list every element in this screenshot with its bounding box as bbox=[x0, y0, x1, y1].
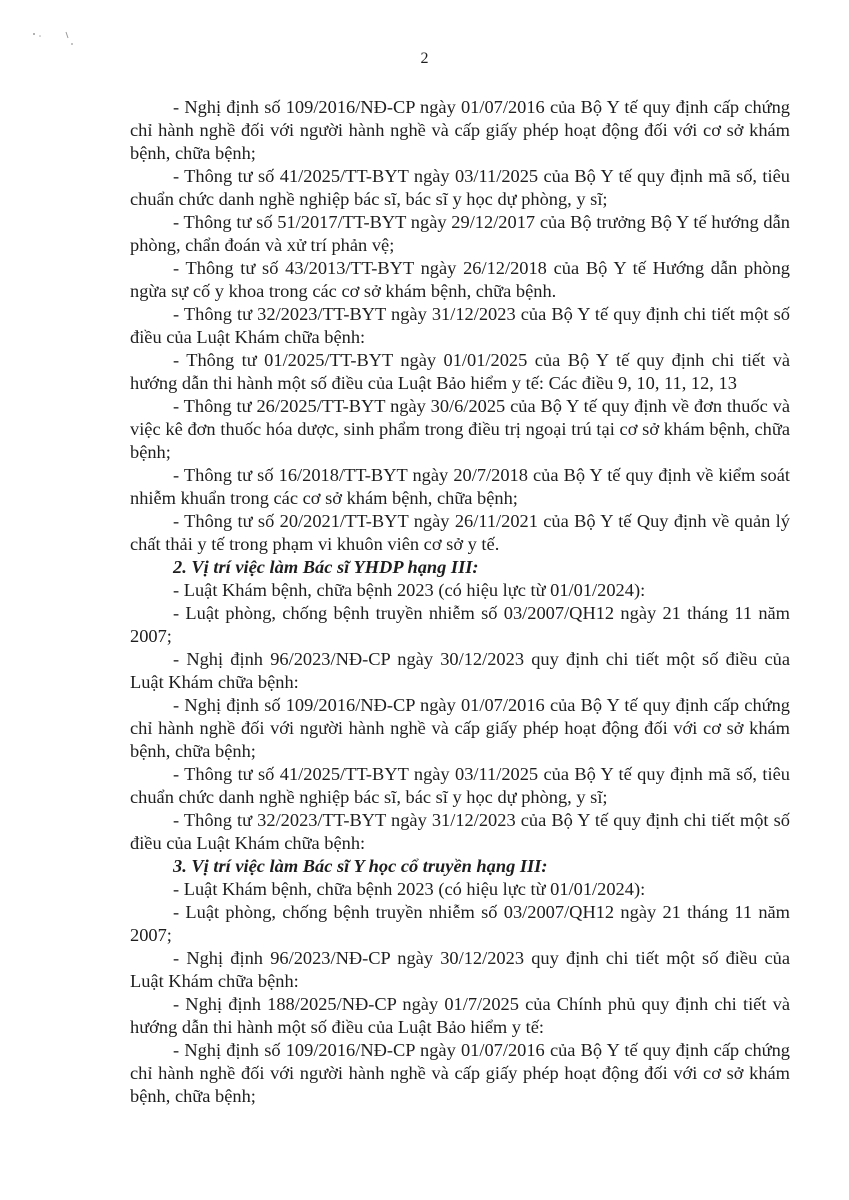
list-item: - Nghị định 96/2023/NĐ-CP ngày 30/12/2023 quy định chi tiết một số điều của Luật Khám chữa bệnh: bbox=[130, 649, 790, 692]
list-item: - Thông tư số 41/2025/TT-BYT ngày 03/11/2025 của Bộ Y tế quy định mã số, tiêu chuẩn chức danh nghề nghiệp bác sĩ, bác sĩ y học dự phòng, y sĩ; bbox=[130, 166, 790, 209]
list-item: - Nghị định 96/2023/NĐ-CP ngày 30/12/2023 quy định chi tiết một số điều của Luật Khám chữa bệnh: bbox=[130, 948, 790, 991]
list-item: - Thông tư số 51/2017/TT-BYT ngày 29/12/2017 của Bộ trưởng Bộ Y tế hướng dẫn phòng, chẩn đoán và xử trí phản vệ; bbox=[130, 212, 790, 255]
list-item: - Luật Khám bệnh, chữa bệnh 2023 (có hiệu lực từ 01/01/2024): bbox=[173, 580, 646, 600]
scan-speck-marks bbox=[30, 28, 80, 50]
list-item: - Nghị định số 109/2016/NĐ-CP ngày 01/07/2016 của Bộ Y tế quy định cấp chứng chỉ hành nghề đối với người hành nghề và cấp giấy phép hoạt động đối với cơ sở khám bệnh, chữa bệnh; bbox=[130, 1040, 790, 1106]
list-item: - Thông tư 32/2023/TT-BYT ngày 31/12/2023 của Bộ Y tế quy định chi tiết một số điều của Luật Khám chữa bệnh: bbox=[130, 304, 790, 347]
list-item: - Luật phòng, chống bệnh truyền nhiễm số 03/2007/QH12 ngày 21 tháng 11 năm 2007; bbox=[130, 902, 790, 945]
list-item: - Thông tư số 43/2013/TT-BYT ngày 26/12/2018 của Bộ Y tế Hướng dẫn phòng ngừa sự cố y khoa trong các cơ sở khám bệnh, chữa bệnh. bbox=[130, 258, 790, 301]
list-item: - Thông tư 01/2025/TT-BYT ngày 01/01/2025 của Bộ Y tế quy định chi tiết và hướng dẫn thi hành một số điều của Luật Bảo hiểm y tế: Các điều 9, 10, 11, 12, 13 bbox=[130, 350, 790, 393]
page-number: 2 bbox=[420, 50, 429, 67]
list-item: - Nghị định 188/2025/NĐ-CP ngày 01/7/2025 của Chính phủ quy định chi tiết và hướng dẫn thi hành một số điều của Luật Bảo hiểm y tế: bbox=[130, 994, 790, 1037]
list-item: - Nghị định số 109/2016/NĐ-CP ngày 01/07/2016 của Bộ Y tế quy định cấp chứng chỉ hành nghề đối với người hành nghề và cấp giấy phép hoạt động đối với cơ sở khám bệnh, chữa bệnh; bbox=[130, 97, 790, 163]
section-heading: 3. Vị trí việc làm Bác sĩ Y học cổ truyền hạng III: bbox=[173, 856, 548, 876]
list-item: - Thông tư số 41/2025/TT-BYT ngày 03/11/2025 của Bộ Y tế quy định mã số, tiêu chuẩn chức danh nghề nghiệp bác sĩ, bác sĩ y học dự phòng, y sĩ; bbox=[130, 764, 790, 807]
list-item: - Nghị định số 109/2016/NĐ-CP ngày 01/07/2016 của Bộ Y tế quy định cấp chứng chỉ hành nghề đối với người hành nghề và cấp giấy phép hoạt động đối với cơ sở khám bệnh, chữa bệnh; bbox=[130, 695, 790, 761]
list-item: - Thông tư số 20/2021/TT-BYT ngày 26/11/2021 của Bộ Y tế Quy định về quản lý chất thải y tế trong phạm vi khuôn viên cơ sở y tế. bbox=[130, 511, 790, 554]
list-item: - Luật phòng, chống bệnh truyền nhiễm số 03/2007/QH12 ngày 21 tháng 11 năm 2007; bbox=[130, 603, 790, 646]
section-heading: 2. Vị trí việc làm Bác sĩ YHDP hạng III: bbox=[173, 557, 479, 577]
list-item: - Thông tư 26/2025/TT-BYT ngày 30/6/2025 của Bộ Y tế quy định về đơn thuốc và việc kê đơn thuốc hóa dược, sinh phẩm trong điều trị ngoại trú tại cơ sở khám bệnh, chữa bệnh; bbox=[130, 396, 790, 462]
document-body bbox=[130, 96, 790, 1108]
list-item: - Luật Khám bệnh, chữa bệnh 2023 (có hiệu lực từ 01/01/2024): bbox=[173, 879, 646, 899]
list-item: - Thông tư 32/2023/TT-BYT ngày 31/12/2023 của Bộ Y tế quy định chi tiết một số điều của Luật Khám chữa bệnh: bbox=[130, 810, 790, 853]
list-item: - Thông tư số 16/2018/TT-BYT ngày 20/7/2018 của Bộ Y tế quy định về kiểm soát nhiễm khuẩn trong các cơ sở khám bệnh, chữa bệnh; bbox=[130, 465, 790, 508]
